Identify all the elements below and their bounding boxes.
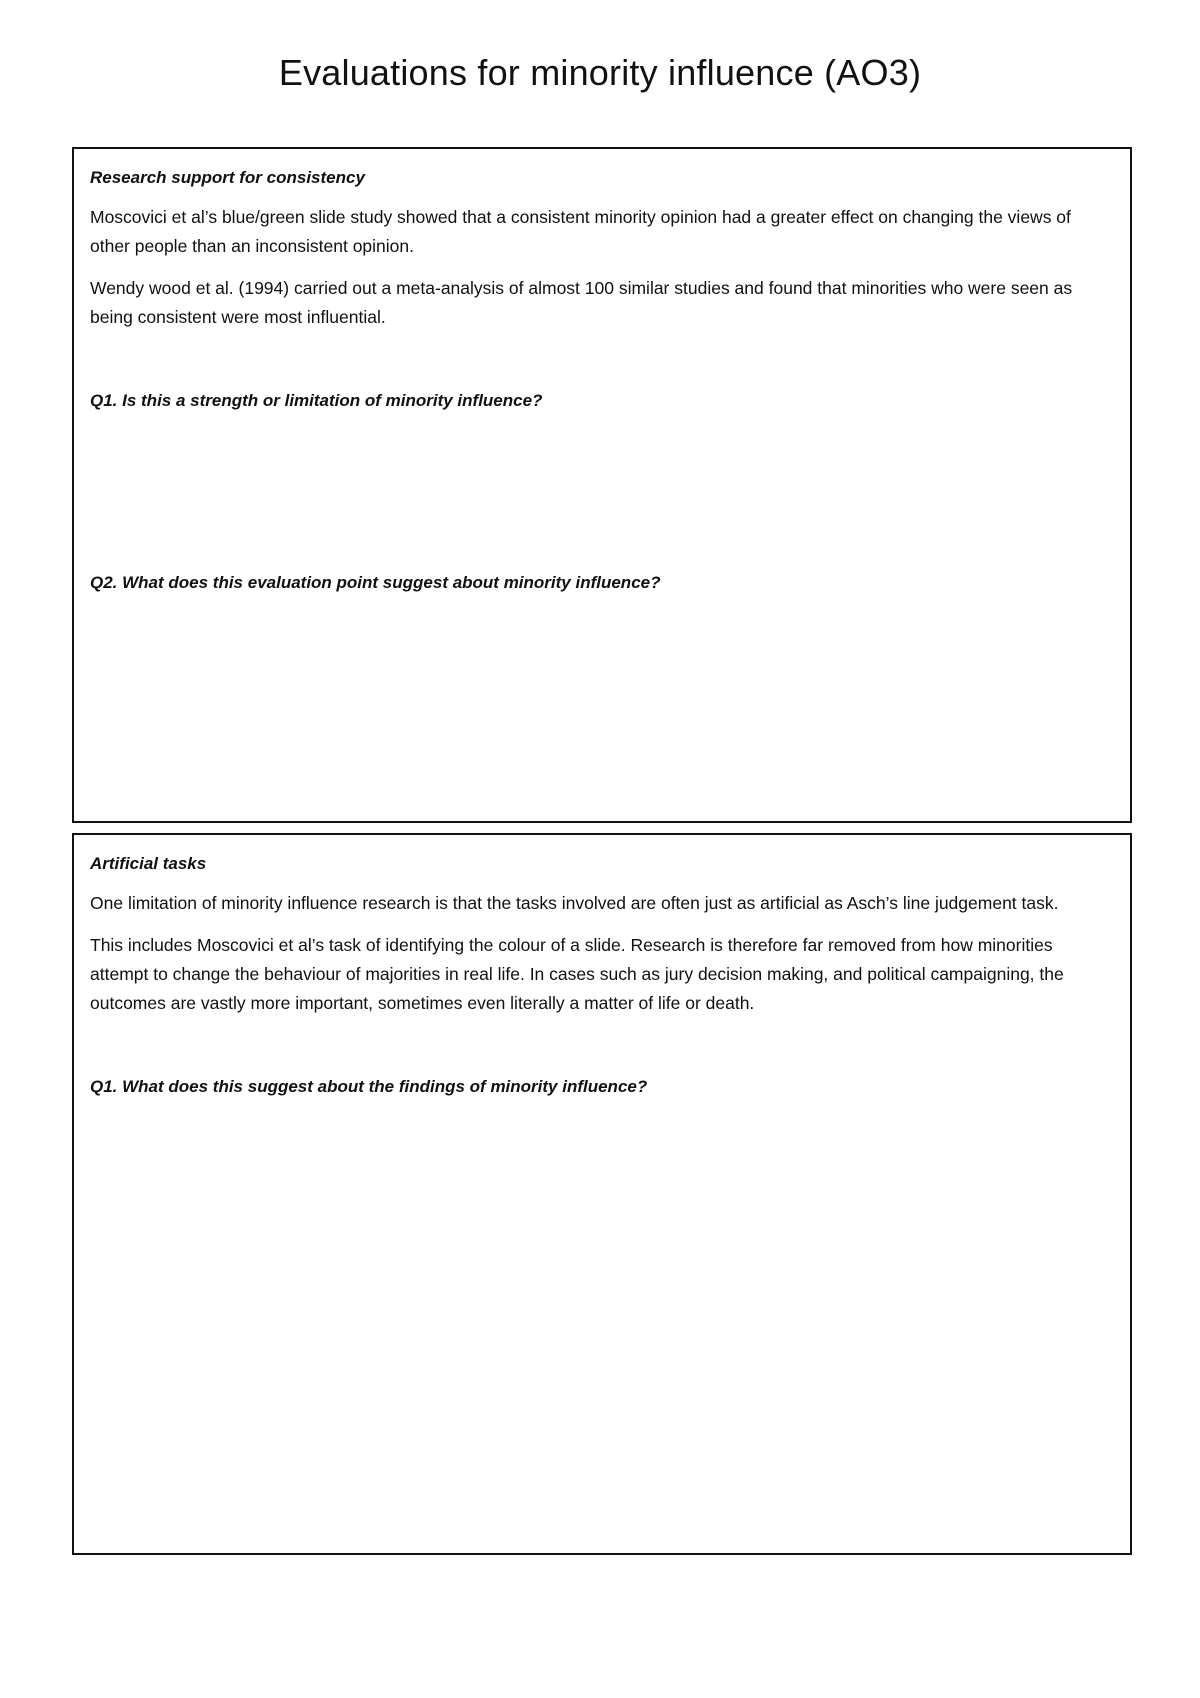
question-1: Q1. Is this a strength or limitation of minority influence?: [90, 391, 543, 410]
section-paragraph: One limitation of minority influence research is that the tasks involved are often just as artificial as Asch’s line judgement task.: [90, 893, 1059, 913]
question-2: Q2. What does this evaluation point suggest about minority influence?: [90, 573, 661, 592]
question-1: Q1. What does this suggest about the findings of minority influence?: [90, 1077, 648, 1096]
section-paragraph: This includes Moscovici et al’s task of identifying the colour of a slide. Research is therefore far removed from how minorities attempt to change the behaviour of majorities in real life. In cases such as jury decision making, and political campaigning, the outcomes are vastly more important, sometimes even literally a matter of life or death.: [90, 935, 1064, 1013]
section-paragraph: Moscovici et al’s blue/green slide study showed that a consistent minority opinion had a greater effect on changing the views of other people than an inconsistent opinion.: [90, 207, 1071, 256]
page-title: Evaluations for minority influence (AO3): [278, 52, 922, 93]
evaluation-box-artificial-tasks: [72, 833, 1132, 1555]
section-heading: Research support for consistency: [90, 168, 365, 187]
section-paragraph: Wendy wood et al. (1994) carried out a meta-analysis of almost 100 similar studies and found that minorities who were seen as being consistent were most influential.: [90, 278, 1073, 327]
evaluation-box-consistency: [72, 147, 1132, 823]
section-heading: Artificial tasks: [90, 854, 207, 873]
